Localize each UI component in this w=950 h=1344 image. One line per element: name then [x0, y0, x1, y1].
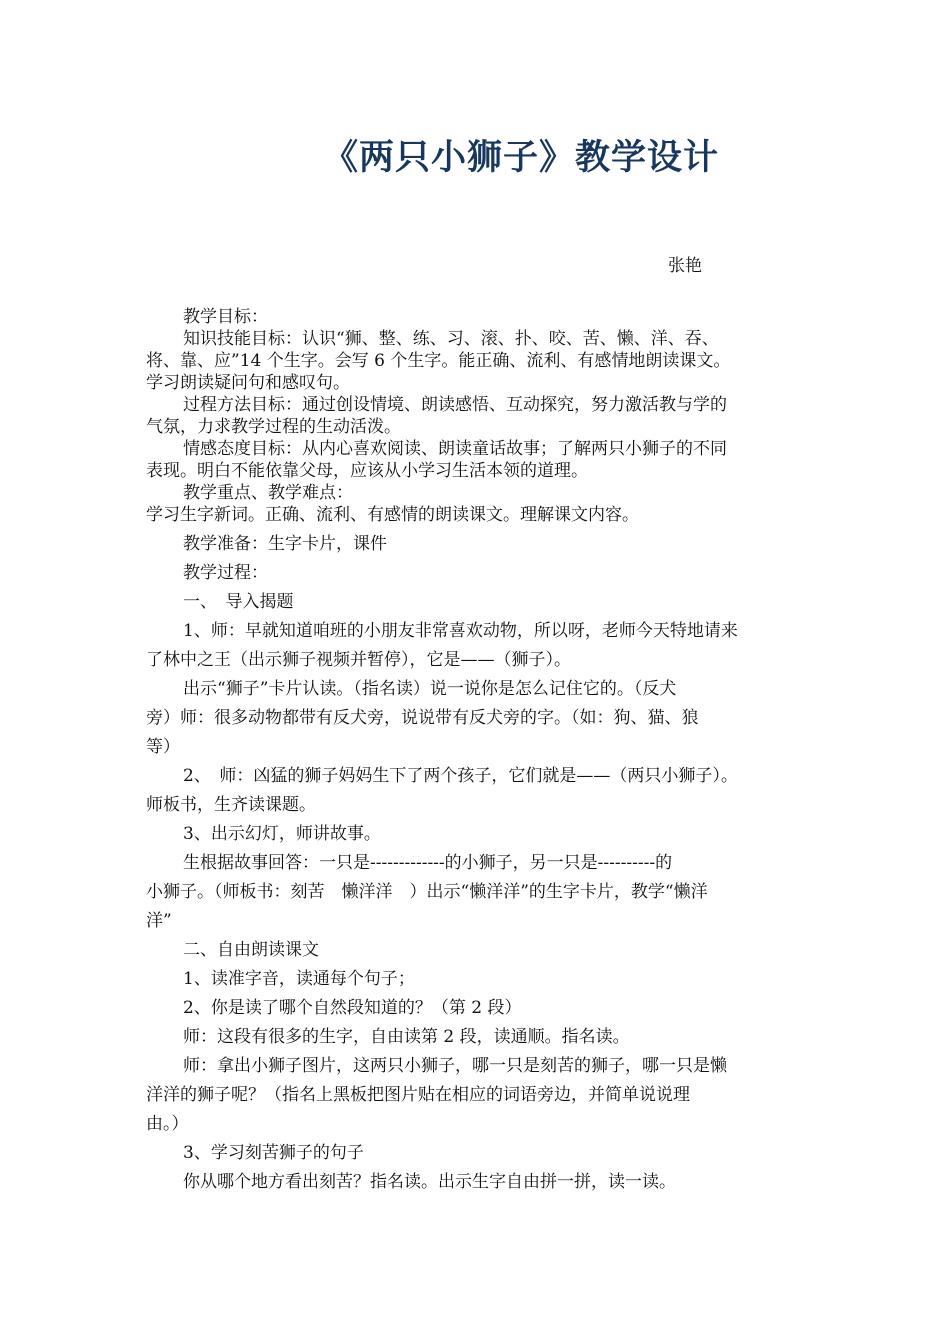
paragraph-line: 1、师：早就知道咱班的小朋友非常喜欢动物，所以呀，老师今天特地请来: [183, 621, 738, 641]
paragraph-line: 2、 师：凶猛的狮子妈妈生下了两个孩子，它们就是——（两只小狮子）。: [183, 766, 738, 786]
paragraph-line: 师：这段有很多的生字，自由读第 2 段，读通顺。指名读。: [183, 1027, 630, 1047]
emotion-goal-line: 情感态度目标：从内心喜欢阅读、朗读童话故事；了解两只小狮子的不同: [183, 439, 727, 459]
paragraph-line: 了林中之王（出示狮子视频并暂停），它是——（狮子）。: [146, 650, 571, 670]
paragraph-line: 1、读准字音，读通每个句子；: [183, 969, 415, 989]
paragraph-line: 师：拿出小狮子图片，这两只小狮子，哪一只是刻苦的狮子，哪一只是懒: [183, 1056, 727, 1076]
emotion-goal-line: 表现。明白不能依靠父母，应该从小学习生活本领的道理。: [146, 461, 588, 481]
key-points-text: 学习生字新词。正确、流利、有感情的朗读课文。理解课文内容。: [146, 505, 639, 525]
paragraph-line: 等）: [146, 737, 180, 757]
paragraph-line: 洋洋的狮子呢？（指名上黑板把图片贴在相应的词语旁边，并简单说说理: [146, 1085, 690, 1105]
paragraph-line: 你从哪个地方看出刻苦？指名读。出示生字自由拼一拼，读一读。: [183, 1172, 676, 1192]
knowledge-goal-line: 将、靠、应”14 个生字。会写 6 个生字。能正确、流利、有感情地朗读课文。: [146, 351, 731, 371]
paragraph-line: 小狮子。（师板书：刻苦 懒洋洋 ）出示“懒洋洋”的生字卡片，教学“懒洋: [146, 882, 708, 902]
process-goal-line: 过程方法目标：通过创设情境、朗读感悟、互动探究，努力激活教与学的: [183, 395, 727, 415]
paragraph-line: 生根据故事回答：一只是-------------的小狮子，另一只是----------的: [183, 853, 673, 873]
paragraph-line: 出示“狮子”卡片认读。（指名读）说一说你是怎么记住它的。（反犬: [183, 679, 677, 699]
document-title: 《两只小狮子》教学设计: [322, 137, 719, 178]
paragraph-line: 洋”: [146, 911, 172, 931]
document-body: [146, 306, 811, 1197]
paragraph-line: 3、出示幻灯，师讲故事。: [183, 824, 381, 844]
paragraph-line: 3、学习刻苦狮子的句子: [183, 1143, 364, 1163]
key-points-heading: 教学重点、教学难点：: [183, 483, 353, 503]
paragraph-line: 由。）: [146, 1114, 189, 1134]
paragraph-line: 旁）师：很多动物都带有反犬旁，说说带有反犬旁的字。（如：狗、猫、狼: [146, 708, 699, 728]
paragraph-line: 2、你是读了哪个自然段知道的？（第 2 段）: [183, 998, 522, 1018]
knowledge-goal-line: 学习朗读疑问句和感叹句。: [146, 373, 350, 393]
preparation-line: 教学准备：生字卡片，课件: [183, 534, 387, 554]
part-two-heading: 二、自由朗读课文: [183, 940, 319, 960]
author-name: 张艳: [668, 256, 702, 276]
process-goal-line: 气氛，力求教学过程的生动活泼。: [146, 417, 401, 437]
process-block: [146, 530, 811, 1197]
knowledge-goal-line: 知识技能目标：认识“狮、整、练、习、滚、扑、咬、苦、懒、洋、吞、: [183, 329, 719, 349]
goals-heading: 教学目标：: [183, 307, 268, 327]
paragraph-line: 师板书，生齐读课题。: [146, 795, 316, 815]
goals-block: [146, 306, 811, 526]
process-heading: 教学过程：: [183, 563, 268, 583]
part-one-heading: 一、 导入揭题: [183, 592, 294, 612]
